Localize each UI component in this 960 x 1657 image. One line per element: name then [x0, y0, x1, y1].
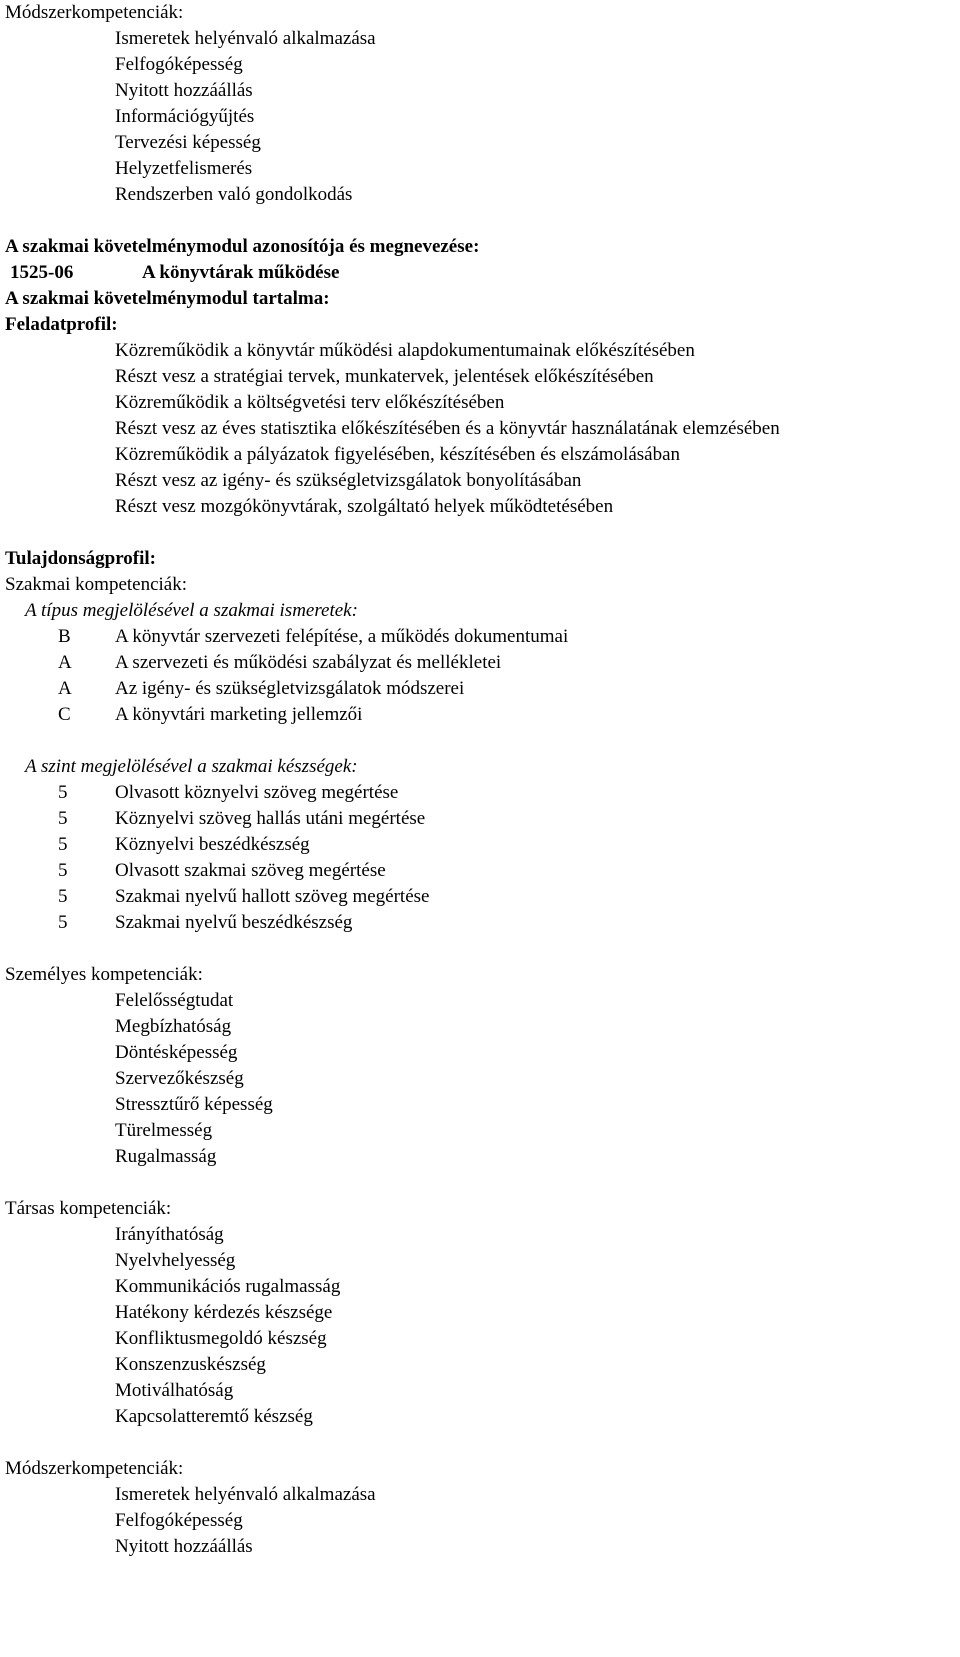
modszer-heading: Módszerkompetenciák:: [5, 2, 184, 23]
feladatprofil-list: [5, 338, 955, 520]
level-code: 5: [58, 886, 68, 907]
list-item: [5, 676, 955, 702]
keszsegek-list: [5, 780, 955, 936]
item-text: A szervezeti és működési szabályzat és mellékletei: [115, 652, 502, 673]
list-item: Tervezési képesség: [115, 132, 261, 153]
module-id-row: [5, 260, 955, 286]
list-item: Közreműködik a könyvtár működési alapdokumentumainak előkészítésében: [115, 340, 695, 361]
list-item: Nyelvhelyesség: [115, 1250, 236, 1271]
keszsegek-heading: A szint megjelölésével a szakmai készségek:: [25, 756, 358, 777]
level-code: 5: [58, 808, 68, 829]
list-item: Részt vesz a stratégiai tervek, munkatervek, jelentések előkészítésében: [115, 366, 654, 387]
feladatprofil-heading: Feladatprofil:: [5, 314, 118, 335]
list-item: Irányíthatóság: [115, 1224, 224, 1245]
item-text: Olvasott köznyelvi szöveg megértése: [115, 782, 399, 803]
item-text: Az igény- és szükségletvizsgálatok módszerei: [115, 678, 465, 699]
list-item: Információgyűjtés: [115, 106, 255, 127]
list-item: Ismeretek helyénvaló alkalmazása: [115, 28, 376, 49]
list-item: Felelősségtudat: [115, 990, 234, 1011]
list-item: Konszenzuskészség: [115, 1354, 266, 1375]
document-page: [5, 0, 955, 1560]
list-item: Nyitott hozzáállás: [115, 80, 253, 101]
tulajdonsagprofil-heading: Tulajdonságprofil:: [5, 548, 156, 569]
spacer: [5, 1170, 955, 1196]
ismeretek-list: [5, 624, 955, 728]
list-item: Motiválhatóság: [115, 1380, 234, 1401]
ismeretek-heading: A típus megjelölésével a szakmai ismeretek:: [25, 600, 358, 621]
item-text: Köznyelvi szöveg hallás utáni megértése: [115, 808, 426, 829]
list-item: [5, 884, 955, 910]
spacer: [5, 1430, 955, 1456]
level-code: 5: [58, 860, 68, 881]
item-text: Szakmai nyelvű beszédkészség: [115, 912, 353, 933]
list-item: [5, 624, 955, 650]
modszer-list: [5, 26, 955, 208]
module-name: A könyvtárak működése: [142, 262, 340, 283]
list-item: [5, 910, 955, 936]
item-text: Szakmai nyelvű hallott szöveg megértése: [115, 886, 430, 907]
item-text: Olvasott szakmai szöveg megértése: [115, 860, 386, 881]
list-item: Részt vesz mozgókönyvtárak, szolgáltató helyek működtetésében: [115, 496, 614, 517]
list-item: Konfliktusmegoldó készség: [115, 1328, 327, 1349]
list-item: Döntésképesség: [115, 1042, 238, 1063]
list-item: [5, 806, 955, 832]
list-item: Rugalmasság: [115, 1146, 217, 1167]
list-item: Szervezőkészség: [115, 1068, 244, 1089]
list-item: Kommunikációs rugalmasság: [115, 1276, 341, 1297]
list-item: Ismeretek helyénvaló alkalmazása: [115, 1484, 376, 1505]
list-item: Helyzetfelismerés: [115, 158, 253, 179]
spacer: [5, 936, 955, 962]
list-item: Megbízhatóság: [115, 1016, 232, 1037]
szemelyes-list: [5, 988, 955, 1170]
list-item: [5, 780, 955, 806]
list-item: Rendszerben való gondolkodás: [115, 184, 353, 205]
list-item: Részt vesz az igény- és szükségletvizsgálatok bonyolításában: [115, 470, 582, 491]
spacer: [5, 208, 955, 234]
szemelyes-heading: Személyes kompetenciák:: [5, 964, 203, 985]
list-item: Felfogóképesség: [115, 54, 243, 75]
level-code: 5: [58, 782, 68, 803]
spacer: [5, 520, 955, 546]
list-item: [5, 702, 955, 728]
spacer: [5, 728, 955, 754]
list-item: Részt vesz az éves statisztika előkészítésében és a könyvtár használatának elemzésében: [115, 418, 780, 439]
type-code: A: [58, 652, 72, 673]
tarsas-list: [5, 1222, 955, 1430]
list-item: Nyitott hozzáállás: [115, 1536, 253, 1557]
tarsas-heading: Társas kompetenciák:: [5, 1198, 172, 1219]
list-item: Felfogóképesség: [115, 1510, 243, 1531]
item-text: Köznyelvi beszédkészség: [115, 834, 310, 855]
list-item: Türelmesség: [115, 1120, 213, 1141]
module-id: 1525-06: [10, 262, 74, 283]
list-item: Közreműködik a költségvetési terv előkészítésében: [115, 392, 505, 413]
list-item: [5, 858, 955, 884]
type-code: B: [58, 626, 71, 647]
list-item: Kapcsolatteremtő készség: [115, 1406, 313, 1427]
level-code: 5: [58, 834, 68, 855]
item-text: A könyvtári marketing jellemzői: [115, 704, 363, 725]
szakmai-heading: Szakmai kompetenciák:: [5, 574, 188, 595]
list-item: Hatékony kérdezés készsége: [115, 1302, 333, 1323]
type-code: C: [58, 704, 71, 725]
modszer-heading-2: Módszerkompetenciák:: [5, 1458, 184, 1479]
list-item: Stressztűrő képesség: [115, 1094, 273, 1115]
module-content-label: A szakmai követelménymodul tartalma:: [5, 288, 330, 309]
list-item: [5, 650, 955, 676]
item-text: A könyvtár szervezeti felépítése, a működés dokumentumai: [115, 626, 569, 647]
modszer-list-2: [5, 1482, 955, 1560]
list-item: Közreműködik a pályázatok figyelésében, készítésében és elszámolásában: [115, 444, 681, 465]
module-id-label: A szakmai követelménymodul azonosítója és megnevezése:: [5, 236, 480, 257]
type-code: A: [58, 678, 72, 699]
level-code: 5: [58, 912, 68, 933]
list-item: [5, 832, 955, 858]
